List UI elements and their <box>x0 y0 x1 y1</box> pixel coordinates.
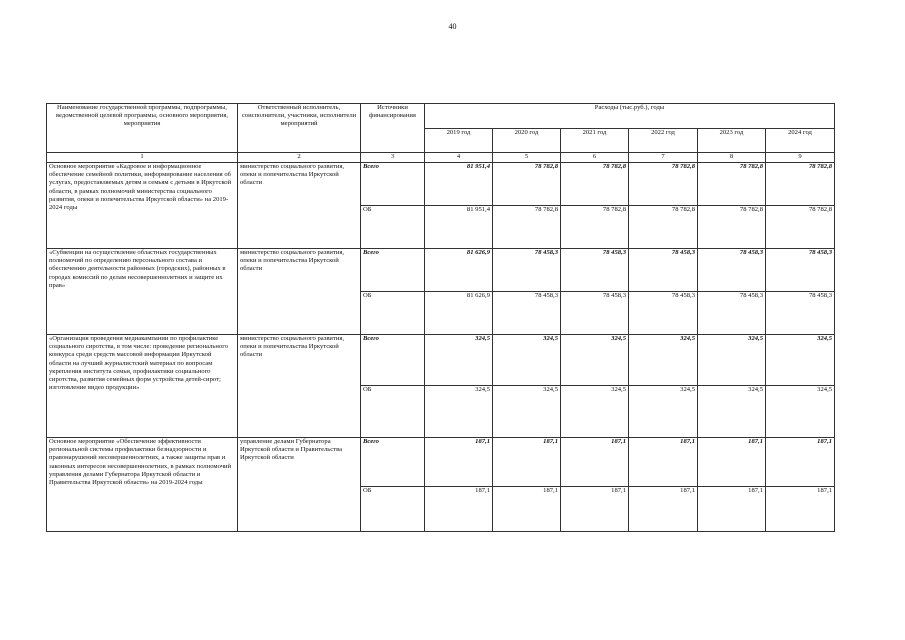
column-number: 1 <box>47 153 238 163</box>
activity-executor: управление делами Губернатора Иркутской области и Правительства Иркутской области <box>238 438 361 532</box>
activity-name: «Организация проведения медиакампании по профилактике социального сиротства, в том числе: проведение регионального конкурса среди средств массовой информации Иркутской области на лучший журналистский материал по вопросам укрепления института семьи, профилактики социального сиротства, развития семейных форм устройства детей-сирот; изготовление видео продукции» <box>47 335 238 438</box>
value-ob-2024: 78 782,8 <box>766 206 835 249</box>
value-total-2023: 78 782,8 <box>698 163 766 206</box>
activity-name: Основное мероприятие «Обеспечение эффективности региональной системы профилактики безнадзорности и правонарушений несовершеннолетних, а также защиты прав и законных интересов несовершеннолетних, в рамках полномочий управления делами Губернатора Иркутской области и Правительства Иркутской области» на 2019-2024 годы <box>47 438 238 532</box>
value-total-2024: 78 458,3 <box>766 249 835 292</box>
value-ob-2021: 78 782,8 <box>561 206 629 249</box>
value-ob-2020: 324,5 <box>493 386 561 438</box>
value-ob-2019: 81 951,4 <box>425 206 493 249</box>
value-total-2023: 78 458,3 <box>698 249 766 292</box>
value-total-2021: 78 782,8 <box>561 163 629 206</box>
value-total-2022: 78 782,8 <box>629 163 698 206</box>
column-number: 4 <box>425 153 493 163</box>
value-ob-2020: 187,1 <box>493 487 561 532</box>
value-total-2022: 187,1 <box>629 438 698 487</box>
header-expenses: Расходы (тыс.руб.), годы <box>425 104 835 129</box>
value-ob-2024: 78 458,3 <box>766 292 835 335</box>
value-total-2019: 81 626,9 <box>425 249 493 292</box>
table-row <box>47 438 835 487</box>
value-ob-2021: 324,5 <box>561 386 629 438</box>
header-source: Источники финансирования <box>361 104 425 153</box>
source-total: Всего <box>361 335 425 386</box>
value-total-2020: 78 458,3 <box>493 249 561 292</box>
source-total: Всего <box>361 249 425 292</box>
header-year: 2021 год <box>561 129 629 153</box>
value-total-2022: 324,5 <box>629 335 698 386</box>
value-ob-2023: 78 458,3 <box>698 292 766 335</box>
source-total: Всего <box>361 163 425 206</box>
column-number: 8 <box>698 153 766 163</box>
header-year: 2022 год <box>629 129 698 153</box>
source-ob: ОБ <box>361 206 425 249</box>
value-ob-2022: 187,1 <box>629 487 698 532</box>
header-executor: Ответственный исполнитель, соисполнители, участники, исполнители мероприятий <box>238 104 361 153</box>
activity-name: «Субвенции на осуществление областных государственных полномочий по определению персонального состава и обеспечению деятельности районных (городских), районных в городах комиссий по делам несовершеннолетних и защите их прав» <box>47 249 238 335</box>
value-total-2024: 187,1 <box>766 438 835 487</box>
value-total-2021: 78 458,3 <box>561 249 629 292</box>
value-ob-2021: 187,1 <box>561 487 629 532</box>
activity-executor: министерство социального развития, опеки и попечительства Иркутской области <box>238 163 361 249</box>
value-total-2024: 78 782,8 <box>766 163 835 206</box>
value-ob-2022: 78 458,3 <box>629 292 698 335</box>
value-total-2021: 324,5 <box>561 335 629 386</box>
column-number: 9 <box>766 153 835 163</box>
value-ob-2023: 324,5 <box>698 386 766 438</box>
value-ob-2019: 81 626,9 <box>425 292 493 335</box>
value-total-2019: 81 951,4 <box>425 163 493 206</box>
value-ob-2020: 78 782,8 <box>493 206 561 249</box>
value-total-2021: 187,1 <box>561 438 629 487</box>
source-ob: ОБ <box>361 292 425 335</box>
value-ob-2023: 187,1 <box>698 487 766 532</box>
header-year: 2019 год <box>425 129 493 153</box>
column-number: 5 <box>493 153 561 163</box>
value-ob-2024: 324,5 <box>766 386 835 438</box>
value-ob-2020: 78 458,3 <box>493 292 561 335</box>
value-total-2019: 187,1 <box>425 438 493 487</box>
header-name: Наименование государственной программы, подпрограммы, ведомственной целевой программы, основного мероприятия, мероприятия <box>47 104 238 153</box>
activity-executor: министерство социального развития, опеки и попечительства Иркутской области <box>238 249 361 335</box>
value-ob-2022: 78 782,8 <box>629 206 698 249</box>
header-year: 2024 год <box>766 129 835 153</box>
page-number: 40 <box>448 22 457 31</box>
value-ob-2024: 187,1 <box>766 487 835 532</box>
source-ob: ОБ <box>361 487 425 532</box>
value-total-2019: 324,5 <box>425 335 493 386</box>
column-numbers-row <box>47 153 835 163</box>
table-row <box>47 249 835 292</box>
value-total-2020: 78 782,8 <box>493 163 561 206</box>
column-number: 7 <box>629 153 698 163</box>
column-number: 3 <box>361 153 425 163</box>
table-row <box>47 335 835 386</box>
activity-name: Основное мероприятие «Кадровое и информационное обеспечение семейной политики, информирование населения об услугах, предоставляемых детям и семьям с детьми в Иркутской области, в рамках полномочий министерства социального развития, опеки и попечительства Иркутской области» на 2019-2024 годы <box>47 163 238 249</box>
source-total: Всего <box>361 438 425 487</box>
value-ob-2019: 187,1 <box>425 487 493 532</box>
value-ob-2019: 324,5 <box>425 386 493 438</box>
column-number: 6 <box>561 153 629 163</box>
value-ob-2022: 324,5 <box>629 386 698 438</box>
source-ob: ОБ <box>361 386 425 438</box>
value-total-2020: 187,1 <box>493 438 561 487</box>
header-year: 2020 год <box>493 129 561 153</box>
value-total-2023: 187,1 <box>698 438 766 487</box>
expenses-table <box>46 103 835 532</box>
column-number: 2 <box>238 153 361 163</box>
value-ob-2023: 78 782,8 <box>698 206 766 249</box>
activity-executor: министерство социального развития, опеки и попечительства Иркутской области <box>238 335 361 438</box>
value-total-2024: 324,5 <box>766 335 835 386</box>
table-row <box>47 163 835 206</box>
value-total-2020: 324,5 <box>493 335 561 386</box>
value-total-2022: 78 458,3 <box>629 249 698 292</box>
value-total-2023: 324,5 <box>698 335 766 386</box>
value-ob-2021: 78 458,3 <box>561 292 629 335</box>
header-year: 2023 год <box>698 129 766 153</box>
